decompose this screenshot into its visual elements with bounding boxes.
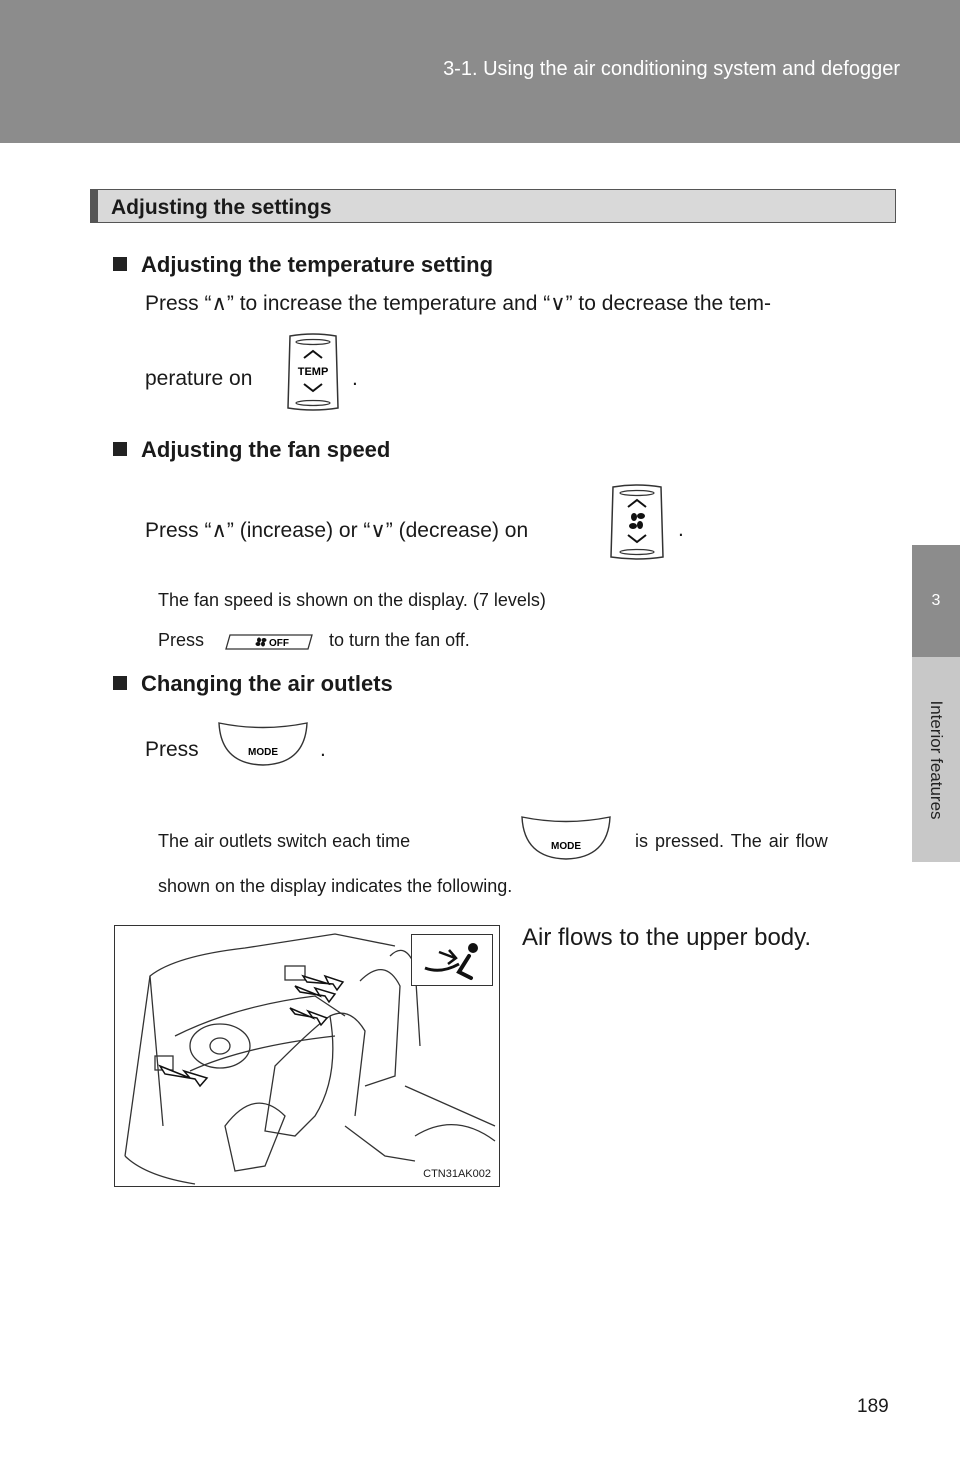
- outlets-note-line2: shown on the display indicates the following.: [158, 876, 513, 896]
- fan-note-off-suffix: to turn the fan off.: [329, 630, 470, 650]
- fan-note-off-prefix: Press: [158, 630, 205, 650]
- chapter-label-tab: [912, 657, 960, 862]
- bullet-square-icon: [113, 676, 127, 690]
- temperature-instruction-cont: perature on: [145, 367, 253, 390]
- illustration-code: CTN31AK002: [423, 1168, 491, 1180]
- temperature-instruction: Press “∧” to increase the temperature and “∨” to decrease the tem-: [145, 292, 772, 315]
- page-number: 189: [857, 1396, 889, 1417]
- chapter-label: Interior features: [927, 699, 946, 820]
- fan-note-levels: The fan speed is shown on the display. (7 levels): [158, 590, 546, 610]
- mode-button-label-small: MODE: [551, 841, 581, 852]
- fan-instruction: Press “∧” (increase) or “∨” (decrease) on: [145, 519, 529, 542]
- chapter-number-tab: 3: [912, 545, 960, 657]
- fan-heading: Adjusting the fan speed: [113, 437, 390, 463]
- section-title: Adjusting the settings: [111, 196, 332, 219]
- bullet-square-icon: [113, 257, 127, 271]
- fan-period: .: [678, 518, 684, 541]
- temp-button-label: TEMP: [297, 366, 329, 378]
- bullet-square-icon: [113, 442, 127, 456]
- temperature-period: .: [352, 367, 358, 390]
- temperature-heading: Adjusting the temperature setting: [113, 252, 493, 278]
- car-interior-illustration: [114, 925, 500, 1187]
- mode-button-icon: [215, 720, 311, 768]
- mode-button-icon-small: [518, 814, 614, 862]
- temp-button-icon: [284, 332, 342, 412]
- outlets-note-suffix: is pressed. The air flow: [635, 831, 828, 851]
- illustration-caption: Air flows to the upper body.: [522, 924, 812, 951]
- fan-off-label: OFF: [269, 638, 289, 649]
- outlets-note: The air outlets switch each time: [158, 831, 411, 851]
- upper-body-airflow-icon: [411, 934, 493, 986]
- outlets-instruction: Press: [145, 738, 199, 761]
- outlets-period: .: [320, 738, 326, 761]
- outlets-heading: Changing the air outlets: [113, 671, 393, 697]
- section-title-box: [90, 189, 896, 223]
- header-title: 3-1. Using the air conditioning system and defogger: [443, 58, 900, 80]
- fan-off-button-icon: [224, 632, 318, 652]
- fan-button-icon: [606, 483, 668, 561]
- mode-button-label: MODE: [248, 747, 278, 758]
- page-header: [0, 0, 960, 143]
